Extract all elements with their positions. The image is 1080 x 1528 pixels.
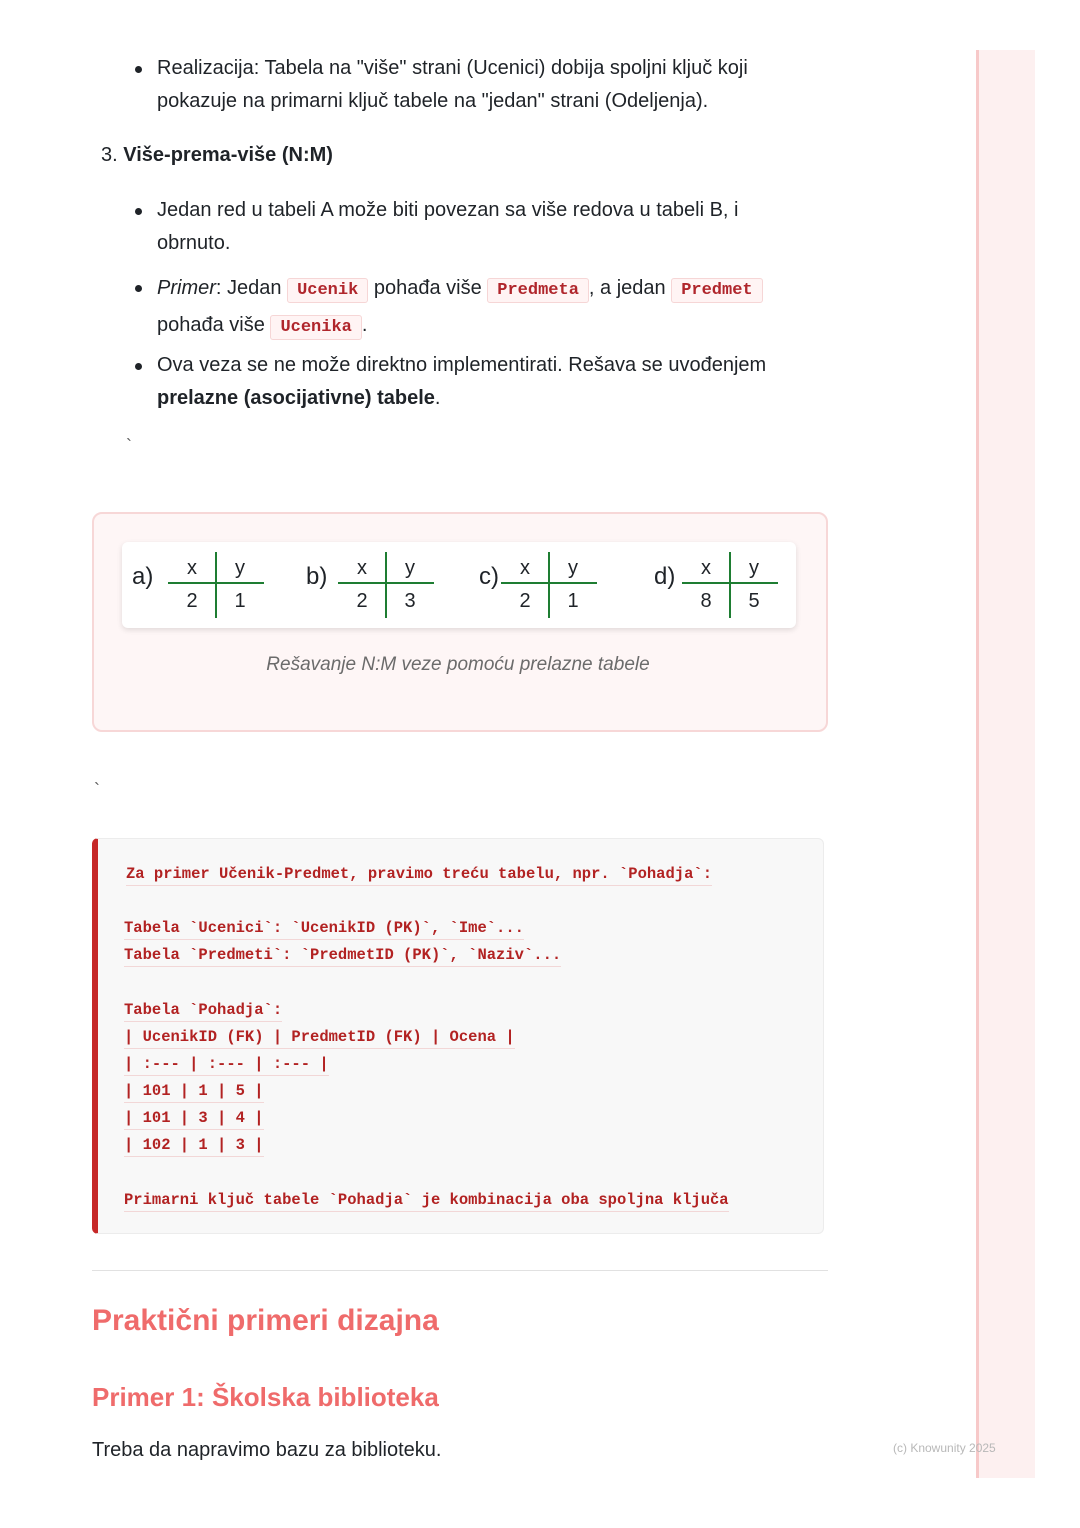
bullet-dot: [135, 208, 142, 215]
x-header: x: [187, 557, 197, 579]
primer-text: .: [361, 314, 368, 336]
stray-backtick: `: [126, 436, 132, 456]
bullet-text: Realizacija: Tabela na "više" strani (Ucenici) dobija spoljni ključ koji pokazuje na primarni ključ tabele na "jedan" strani (Odeljenja).: [157, 57, 748, 112]
y-header: y: [235, 557, 245, 579]
section-number: 3.: [101, 144, 118, 166]
primer-text: : Jedan: [215, 277, 282, 299]
x-header: x: [357, 557, 367, 579]
x-value: 8: [700, 590, 712, 612]
bullet-text: .: [434, 387, 441, 409]
x-value: 2: [186, 590, 198, 612]
table-label: d): [654, 563, 676, 590]
bullet-dot: [135, 285, 142, 292]
inline-code-ucenika: Ucenika: [270, 315, 361, 340]
table-label: c): [479, 563, 499, 590]
bullet-text: Jedan red u tabeli A može biti povezan sa više redova u tabeli B, i obrnuto.: [157, 199, 739, 254]
bullet-text: Ova veza se ne može direktno implementirati. Rešava se uvođenjem: [157, 354, 767, 376]
y-value: 5: [748, 590, 760, 612]
bullet-realizacija: [157, 52, 797, 118]
code-line: | 102 | 1 | 3 |: [124, 1134, 264, 1157]
bullet-dot: [135, 363, 142, 370]
stray-backtick: `: [94, 780, 100, 800]
figure-caption: Rešavanje N:M veze pomoću prelazne tabele: [266, 654, 650, 675]
x-value: 2: [356, 590, 368, 612]
y-header: y: [405, 557, 415, 579]
x-header: x: [701, 557, 711, 579]
heading-prakticni-primeri: Praktični primeri dizajna: [92, 1304, 439, 1337]
paragraph-biblioteka: Treba da napravimo bazu za biblioteku.: [92, 1439, 442, 1461]
bullet-dot: [135, 66, 142, 73]
inline-code-ucenik: Ucenik: [287, 278, 368, 303]
code-line: Za primer Učenik-Predmet, pravimo treću tabelu, npr. `Pohadja`:: [126, 863, 712, 886]
x-value: 2: [519, 590, 531, 612]
y-value: 3: [404, 590, 416, 612]
code-line: Tabela `Pohadja`:: [124, 999, 282, 1022]
code-line: Tabela `Predmeti`: `PredmetID (PK)`, `Naziv`...: [124, 944, 561, 967]
primer-text: pohađa više: [373, 277, 482, 299]
code-line: Primarni ključ tabele `Pohadja` je kombinacija oba spoljna ključa: [124, 1189, 729, 1212]
y-value: 1: [234, 590, 246, 612]
inline-code-predmet: Predmet: [671, 278, 762, 303]
code-line: | UcenikID (FK) | PredmetID (FK) | Ocena |: [124, 1026, 515, 1049]
code-line: | :--- | :--- | :--- |: [124, 1053, 329, 1076]
y-header: y: [749, 557, 759, 579]
primer-label: Primer: [157, 277, 216, 299]
y-value: 1: [567, 590, 579, 612]
bullet-primer: [157, 271, 837, 345]
bullet-implementation: [157, 349, 817, 415]
watermark: (c) Knowunity 2025: [893, 1441, 996, 1455]
x-header: x: [520, 557, 530, 579]
code-line: | 101 | 3 | 4 |: [124, 1107, 264, 1130]
bullet-bold: prelazne (asocijativne) tabele: [157, 387, 435, 409]
section-heading: [101, 139, 333, 172]
t-tables-illustration: [122, 542, 796, 628]
heading-primer-1: Primer 1: Školska biblioteka: [92, 1382, 439, 1412]
table-label: a): [132, 563, 154, 590]
primer-text: , a jedan: [588, 277, 666, 299]
primer-text: pohađa više: [157, 314, 265, 336]
divider: [92, 1270, 828, 1271]
table-label: b): [306, 563, 328, 590]
section-title: Više-prema-više (N:M): [123, 144, 333, 166]
y-header: y: [568, 557, 578, 579]
code-line: Tabela `Ucenici`: `UcenikID (PK)`, `Ime`...: [124, 917, 524, 940]
code-line: | 101 | 1 | 5 |: [124, 1080, 264, 1103]
inline-code-predmeta: Predmeta: [487, 278, 589, 303]
figure-image: [122, 542, 796, 628]
bullet-nm-definition: [157, 194, 797, 260]
page-side-margin: [976, 50, 1035, 1478]
